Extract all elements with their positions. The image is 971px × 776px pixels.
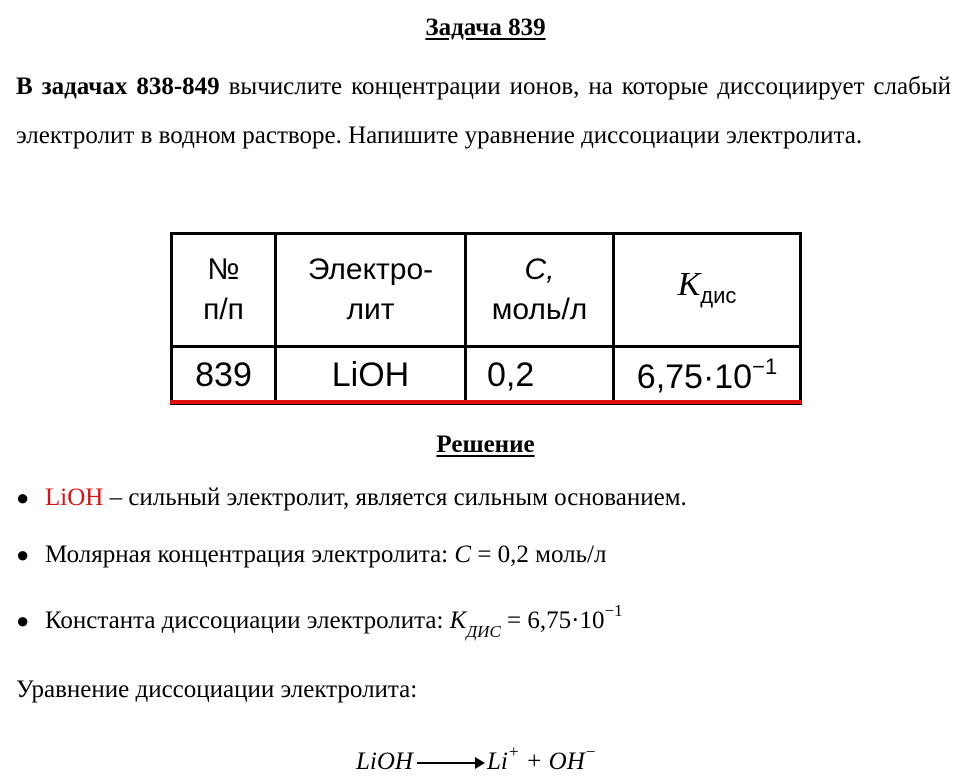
bullet-molar-concentration [16, 541, 606, 569]
bullet-dot-icon: ● [16, 485, 30, 510]
solution-title: Решение [436, 431, 535, 458]
equation-reactant: LiOH [356, 748, 413, 775]
bullet-dissociation-constant [16, 601, 623, 642]
header-electrolyte-line1: Электро- [307, 253, 434, 286]
cell-concentration: 0,2 [466, 347, 614, 404]
bullet-strong-electrolyte [16, 484, 687, 512]
concentration-value: = 0,2 моль/л [471, 541, 607, 568]
header-concentration [466, 234, 614, 347]
equation-label: Уравнение диссоциации электролита: [16, 676, 418, 703]
table-header-row [172, 234, 801, 347]
bullet-1-text: – сильный электролит, является сильным основанием. [103, 484, 687, 511]
bullet-dot-icon: ● [16, 608, 30, 633]
problem-range: В задачах 838-849 [16, 73, 220, 100]
header-k-dis [614, 234, 801, 347]
header-number-line1: № [207, 253, 240, 286]
electrolyte-formula: LiOH [45, 484, 104, 511]
header-k-subscript: дис [700, 282, 737, 308]
anion-charge: − [584, 742, 597, 761]
constant-symbol: K [449, 607, 467, 634]
bullet-3-text: Константа диссоциации электролита: [45, 607, 450, 634]
equation-anion: + OH [519, 748, 585, 775]
cell-electrolyte: LiOH [276, 347, 466, 404]
data-table [170, 232, 802, 405]
header-k-symbol: K [677, 265, 701, 303]
cell-k-dis [614, 347, 801, 404]
problem-text: вычислите концентрации ионов, на которые диссоциирует слабый электролит в водном растворе. Напишите уравнение диссоциации электролита. [16, 73, 951, 149]
cell-k-exponent: −1 [752, 353, 778, 379]
problem-title: Задача 839 [425, 14, 546, 41]
dissociation-equation [356, 742, 596, 776]
constant-subscript: ДИС [466, 622, 501, 641]
problem-statement [16, 62, 951, 160]
constant-value: = 6,75·10 [500, 607, 605, 634]
bullet-dot-icon: ● [16, 542, 30, 567]
cation-charge: + [507, 742, 520, 761]
bullet-2-text: Молярная концентрация электролита: [45, 541, 455, 568]
header-number [172, 234, 276, 347]
equation-cation: Li [486, 748, 508, 775]
header-number-line2: п/п [203, 293, 244, 326]
cell-k-mantissa: 6,75·10 [636, 357, 753, 396]
header-concentration-symbol: C, [524, 253, 555, 286]
table-row [172, 347, 801, 404]
constant-exponent: −1 [604, 601, 623, 620]
cell-number: 839 [172, 347, 276, 404]
header-concentration-unit: моль/л [491, 293, 588, 326]
header-electrolyte [276, 234, 466, 347]
concentration-symbol: C [454, 541, 472, 568]
header-electrolyte-line2: лит [346, 293, 395, 326]
table-bottom-red-line [170, 400, 802, 404]
